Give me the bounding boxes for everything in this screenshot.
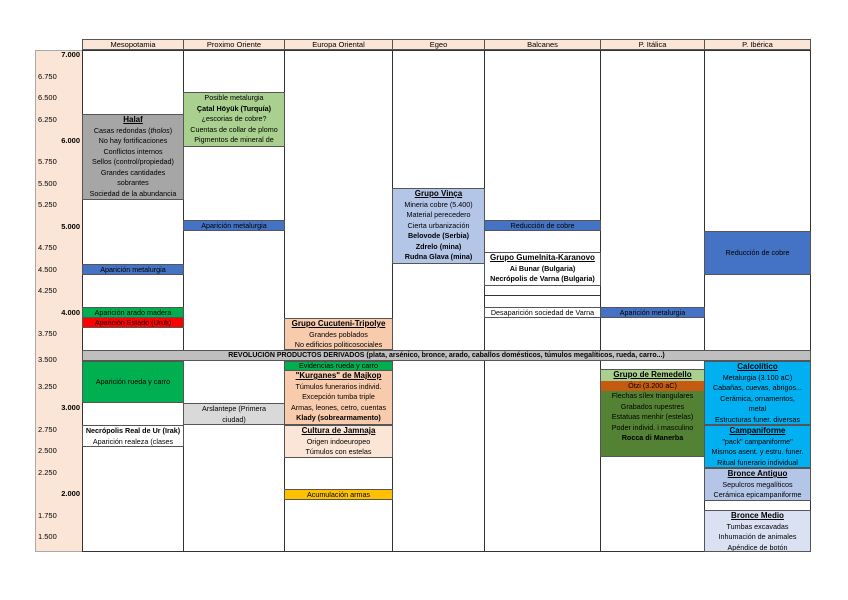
block-bronce-antiguo	[704, 468, 811, 501]
block-line: Aparición realeza (clases	[92, 436, 174, 446]
year-label: 6.250	[38, 115, 57, 124]
block-reduccion-cobre: Reducción de cobre	[484, 220, 601, 231]
column-divider	[484, 50, 485, 552]
block-line: Ai Bunar (Bulgaria)	[509, 263, 576, 273]
block-title: Grupo Gumelnita-Karanovo	[490, 253, 595, 262]
block-line: "pack" campaniforme"	[722, 436, 793, 446]
block-title: Grupo de Remedello	[601, 370, 704, 381]
year-label: 4.000	[61, 308, 80, 317]
block-title: Campaniforme	[729, 426, 786, 435]
block-line: ciudad)	[222, 414, 246, 424]
year-label: 1.500	[38, 532, 57, 541]
block-line: Cerámica epicampaniforme	[713, 490, 802, 499]
block-line: Grabados rupestres	[620, 401, 685, 411]
block-cultura-jamnaja	[284, 425, 393, 458]
block-line: metal	[748, 404, 767, 413]
column-header-egeo: Egeo	[392, 39, 485, 50]
block-line: Tumbas excavadas	[726, 521, 789, 531]
block-aparicion-metalurgia: Aparición metalurgia	[82, 264, 184, 275]
year-label: 5.000	[61, 222, 80, 231]
year-label: 2.500	[38, 446, 57, 455]
year-label: 5.500	[38, 179, 57, 188]
year-label: 5.250	[38, 200, 57, 209]
block-line: Origen indoeuropeo	[306, 436, 371, 446]
year-label: 4.250	[38, 286, 57, 295]
block-line: Flechas sílex triangulares	[611, 391, 694, 400]
year-label: 6.000	[61, 136, 80, 145]
block-title: Bronce Medio	[731, 511, 784, 520]
year-label: 5.750	[38, 157, 57, 166]
block-aparicion-metalurgia: Aparición metalurgia	[183, 220, 285, 231]
block-line: Excepción tumba triple	[302, 392, 375, 401]
block-line: Rudna Glava (mina)	[404, 252, 473, 261]
block-cucuteni-tripolye	[284, 318, 393, 350]
block-line: Cabañas, cuevas, abrigos...	[712, 383, 803, 392]
column-divider	[392, 50, 393, 552]
block-line: Apéndice de botón	[727, 542, 788, 552]
block-line: Túmulos con estelas	[305, 447, 372, 456]
column-header-p-iberica: P. Ibérica	[704, 39, 811, 50]
block-aparicion-metalurgia: Aparición metalurgia	[600, 307, 705, 318]
block-text: )	[169, 125, 173, 135]
block-line: Posible metalurgia	[204, 93, 264, 102]
block-line: Çatal Höyük (Turquía)	[196, 103, 272, 113]
block-line: Túmulos funerarios individ.	[295, 381, 382, 391]
block-line: ¿escorias de cobre?	[201, 114, 267, 123]
year-label: 7.000	[61, 50, 80, 59]
block-title: Grupo Cucuteni-Tripolye	[291, 319, 386, 328]
block-aparicion-estado: Aparición Estado (Uruk)	[82, 317, 184, 328]
column-divider	[600, 50, 601, 552]
block-title: "Kurganes" de Majkop	[295, 371, 382, 380]
column-header-mesopotamia: Mesopotamia	[82, 39, 184, 50]
year-label: 6.750	[38, 72, 57, 81]
block-line: Cuentas de collar de plomo	[190, 124, 278, 134]
block-title: Grupo Vinça	[414, 189, 463, 198]
block-desaparicion-varna: Desaparición sociedad de Varna	[484, 307, 601, 318]
column-header-balcanes: Balcanes	[484, 39, 601, 50]
block-grupo-remedello	[600, 369, 705, 457]
block-line: Ritual funerario individual	[717, 457, 798, 467]
block-line: Grandes poblados	[309, 329, 368, 339]
block-line: Zdrelo (mina)	[415, 241, 462, 251]
block-posible-metalurgia	[183, 92, 285, 147]
block-line: Sepulcros megalíticos	[722, 479, 793, 489]
block-line: No hay fortificaciones	[98, 136, 168, 145]
block-line: Pigmentos de mineral de	[194, 135, 274, 144]
block-line: Inhumación de animales	[718, 532, 797, 541]
block-line: Mismos asent. y estru. funer.	[711, 447, 804, 456]
block-line: sobrantes	[117, 178, 149, 187]
block-title: Cultura de Jamnaja	[301, 426, 376, 435]
band-revolucion-productos: REVOLUCIÓN PRODUCTOS DERIVADOS (plata, arsénico, bronce, arado, caballos domésticos, túmulos megalíticos, rueda, carro...)	[82, 350, 811, 361]
block-line: No edificios politicosociales	[294, 340, 383, 349]
block-acumulacion-armas: Acumulación armas	[284, 489, 393, 500]
block-line: Poder individ. i masculino	[611, 422, 694, 432]
block-reduccion-cobre: Reducción de cobre	[704, 231, 811, 275]
block-arslantepe	[183, 403, 285, 425]
block-line: Sociedad de la abundancia	[89, 188, 177, 198]
block-grupo-vinca	[392, 188, 485, 264]
block-line: Cerámica, ornamentos,	[720, 393, 795, 403]
year-label: 3.000	[61, 403, 80, 412]
block-aparicion-rueda: Aparición rueda y carro	[82, 361, 184, 403]
year-label: 3.750	[38, 329, 57, 338]
year-label: 3.250	[38, 382, 57, 391]
block-title: Calcolítico	[737, 362, 778, 371]
block-aparicion-arado: Aparición arado madera	[82, 307, 184, 318]
column-header-proximo-oriente: Proximo Oriente	[183, 39, 285, 50]
column-header-europa-oriental: Europa Oriental	[284, 39, 393, 50]
block-bronce-medio	[704, 510, 811, 552]
year-label: 2.750	[38, 425, 57, 434]
block-line: Sellos (control/propiedad)	[92, 157, 174, 166]
year-label: 2.000	[61, 489, 80, 498]
block-text: Casas redondas (	[93, 125, 151, 135]
block-text: tholos	[150, 125, 170, 135]
block-gumelnita-karanovo	[484, 252, 601, 286]
block-line: Estructuras funer. diversas	[714, 414, 801, 424]
year-label: 6.500	[38, 93, 57, 102]
block-necropolis-ur	[82, 425, 184, 447]
block-line: Ötzi (3.200 aC)	[601, 381, 704, 392]
block-line: Rocca di Manerba	[621, 433, 684, 442]
block-line: Estatuas menhir (estelas)	[611, 412, 694, 421]
year-label: 3.500	[38, 355, 57, 364]
block-line: Klady (sobrearmamento)	[296, 413, 381, 422]
block-line: Grandes cantidades	[100, 167, 166, 177]
block-line: Mineria cobre (5.400)	[404, 199, 473, 209]
block-kurganes-majkop	[284, 370, 393, 425]
block-line: Necrópolis Real de Ur (Irak)	[85, 426, 181, 435]
block-title: Halaf	[123, 115, 143, 124]
year-label: 1.750	[38, 511, 57, 520]
block-line: Arslantepe (Primera	[202, 404, 266, 413]
block-line: Metalurgia (3.100 aC)	[722, 372, 793, 382]
block-campaniforme	[704, 425, 811, 468]
block-evidencias-rueda: Evidencias rueda y carro	[284, 361, 393, 371]
block-line: Belovode (Serbia)	[407, 231, 470, 240]
block-line: Conflictos internos	[103, 146, 163, 156]
block-line	[83, 126, 183, 137]
block-title: Bronce Antiguo	[727, 469, 788, 478]
block-line: Cierta urbanización	[407, 220, 470, 230]
row-divider	[484, 295, 601, 296]
year-label: 4.500	[38, 265, 57, 274]
block-line: Necrópolis de Varna (Bulgaria)	[490, 274, 595, 283]
column-header-p-italica: P. Itálica	[600, 39, 705, 50]
block-halaf	[82, 114, 184, 200]
block-line: Armas, leones, cetro, cuentas	[290, 402, 387, 412]
block-calcolitico	[704, 361, 811, 425]
year-label: 4.750	[38, 243, 57, 252]
block-line: Material perecedero	[406, 210, 471, 219]
year-label: 2.250	[38, 468, 57, 477]
